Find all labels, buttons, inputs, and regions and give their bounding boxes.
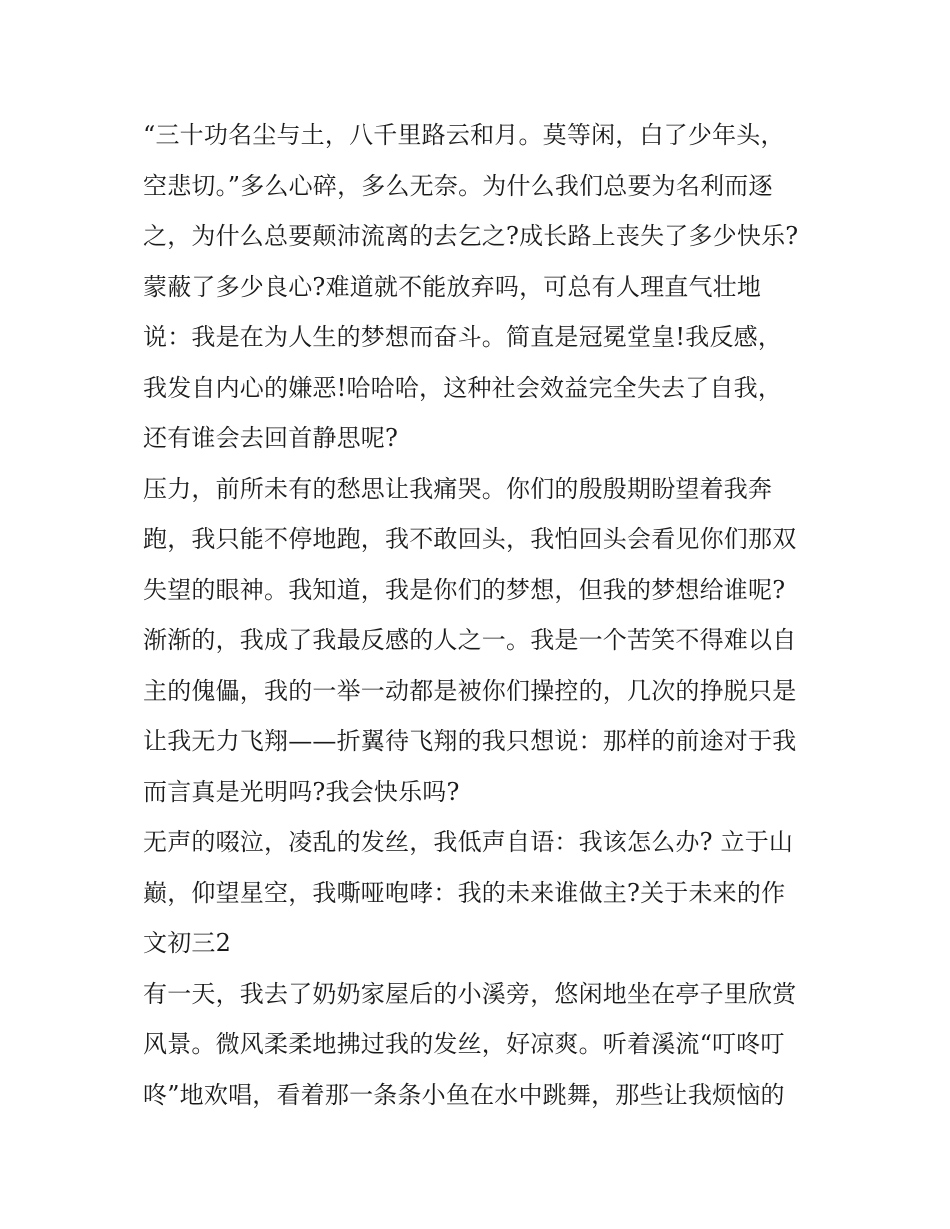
- text-line: 主的傀儡，我的一举一动都是被你们操控的，几次的挣脱只是: [143, 676, 797, 705]
- text-line: 跑，我只能不停地跑，我不敢回头，我怕回头会看见你们那双: [143, 525, 797, 553]
- text-line: 让我无力飞翔——折翼待飞翔的我只想说：那样的前途对于我: [143, 727, 797, 755]
- text-line: 渐渐的，我成了我最反感的人之一。我是一个苦笑不得难以自: [143, 626, 797, 654]
- text-line: 说：我是在为人生的梦想而奋斗。简直是冠冕堂皇!我反感，: [143, 323, 783, 351]
- text-line: 还有谁会去回首静思呢?: [143, 424, 399, 452]
- text-line: 而言真是光明吗?我会快乐吗?: [143, 777, 460, 806]
- text-line: 风景。微风柔柔地拂过我的发丝，好凉爽。听着溪流“叮咚叮: [143, 1030, 785, 1058]
- text-line: “三十功名尘与土，八千里路云和月。莫等闲，白了少年头，: [143, 121, 785, 149]
- document-body: [143, 110, 823, 1120]
- text-line: 文初三2: [143, 929, 232, 957]
- text-line: 之，为什么总要颠沛流离的去乞之?成长路上丧失了多少快乐?: [143, 222, 799, 250]
- text-line: 空悲切。”多么心碎，多么无奈。为什么我们总要为名利而逐: [143, 171, 773, 200]
- text-line: 失望的眼神。我知道，我是你们的梦想，但我的梦想给谁呢?: [143, 575, 786, 604]
- text-line: 巅，仰望星空，我嘶哑咆哮：我的未来谁做主?关于未来的作: [143, 878, 786, 907]
- text-line: 压力，前所未有的愁思让我痛哭。你们的殷殷期盼望着我奔: [143, 474, 773, 503]
- text-line: 蒙蔽了多少良心?难道就不能放弃吗，可总有人理直气壮地: [143, 272, 762, 301]
- text-line: 咚”地欢唱，看着那一条条小鱼在水中跳舞，那些让我烦恼的: [143, 1080, 785, 1109]
- text-line: 有一天，我去了奶奶家屋后的小溪旁，悠闲地坐在亭子里欣赏: [143, 979, 797, 1008]
- text-line: 无声的啜泣，凌乱的发丝，我低声自语：我该怎么办? 立于山: [143, 828, 794, 856]
- text-line: 我发自内心的嫌恶!哈哈哈，这种社会效益完全失去了自我，: [143, 373, 783, 402]
